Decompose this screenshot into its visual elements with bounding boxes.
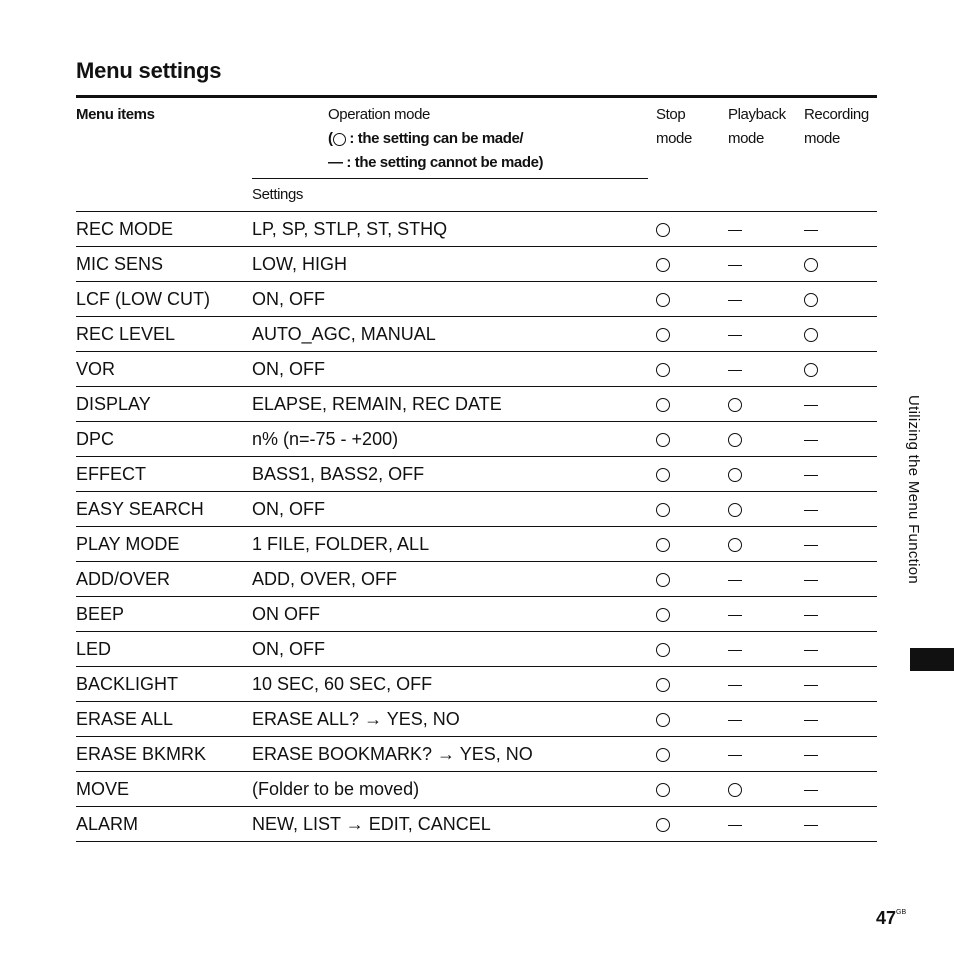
circle-icon [656, 433, 670, 447]
circle-icon [656, 398, 670, 412]
dash-icon [728, 265, 742, 266]
circle-icon [656, 503, 670, 517]
circle-icon [656, 258, 670, 272]
dash-icon [804, 580, 818, 581]
circle-icon [656, 293, 670, 307]
header-op-cannot: — : the setting cannot be made) [328, 154, 544, 171]
dash-icon [804, 440, 818, 441]
recording-mode-cell [804, 632, 818, 666]
stop-mode-cell [656, 632, 670, 666]
stop-mode-cell [656, 422, 670, 456]
menu-item-name: EFFECT [76, 464, 146, 484]
circle-icon [656, 538, 670, 552]
dash-icon [728, 685, 742, 686]
menu-item-name: BACKLIGHT [76, 674, 179, 694]
table-row [76, 247, 877, 282]
circle-icon [656, 573, 670, 587]
recording-mode-cell [804, 457, 818, 491]
dash-icon [804, 615, 818, 616]
header-settings: Settings [252, 186, 303, 203]
table-row [76, 632, 877, 667]
stop-mode-cell [656, 667, 670, 701]
recording-mode-cell [804, 282, 818, 316]
menu-item-name: ERASE BKMRK [76, 744, 207, 764]
dash-icon [804, 545, 818, 546]
menu-item-settings: LOW, HIGH [252, 254, 348, 274]
page-number: $47^{GB}$ [876, 908, 907, 928]
side-section-label: Utilizing the Menu Function [905, 395, 922, 585]
stop-mode-cell [656, 317, 670, 351]
header-operation-mode [328, 103, 543, 175]
playback-mode-cell [728, 807, 742, 841]
table-row [76, 387, 877, 422]
recording-mode-cell [804, 492, 818, 526]
stop-mode-cell [656, 597, 670, 631]
dash-icon [804, 475, 818, 476]
playback-mode-cell [728, 247, 742, 281]
menu-item-name: MOVE [76, 779, 130, 799]
table-row [76, 562, 877, 597]
dash-icon [728, 230, 742, 231]
dash-icon [728, 580, 742, 581]
dash-icon [728, 335, 742, 336]
menu-item-settings: ON, OFF [252, 499, 325, 519]
circle-icon [804, 363, 818, 377]
playback-mode-cell [728, 387, 742, 421]
dash-icon [804, 755, 818, 756]
table-header [76, 98, 877, 212]
menu-item-name: BEEP [76, 604, 125, 624]
circle-icon [728, 398, 742, 412]
stop-mode-cell [656, 702, 670, 736]
dash-icon [804, 685, 818, 686]
menu-settings-table [76, 95, 877, 842]
stop-mode-cell [656, 352, 670, 386]
circle-icon [656, 818, 670, 832]
recording-mode-cell [804, 562, 818, 596]
table-row [76, 737, 877, 772]
header-op-mode-label: Operation mode [328, 106, 430, 123]
header-sub-rule [252, 178, 648, 179]
table-row [76, 492, 877, 527]
playback-mode-cell [728, 632, 742, 666]
dash-icon [804, 405, 818, 406]
recording-mode-cell [804, 737, 818, 771]
recording-mode-cell [804, 422, 818, 456]
table-row [76, 282, 877, 317]
playback-mode-cell [728, 457, 742, 491]
table-body [76, 212, 877, 842]
stop-mode-cell [656, 282, 670, 316]
playback-mode-cell [728, 597, 742, 631]
circle-icon [656, 468, 670, 482]
circle-icon [728, 433, 742, 447]
dash-icon [804, 510, 818, 511]
menu-item-name: DISPLAY [76, 394, 151, 414]
circle-icon [656, 608, 670, 622]
stop-mode-cell [656, 562, 670, 596]
menu-item-name: EASY SEARCH [76, 499, 204, 519]
circle-icon [656, 783, 670, 797]
menu-item-name: DPC [76, 429, 115, 449]
header-menu-items: Menu items [76, 106, 155, 123]
stop-mode-cell [656, 247, 670, 281]
playback-mode-cell [728, 562, 742, 596]
circle-icon [656, 223, 670, 237]
menu-item-settings: NEW, LIST → EDIT, CANCEL [252, 814, 491, 834]
playback-mode-cell [728, 317, 742, 351]
recording-mode-cell [804, 212, 818, 246]
circle-icon [728, 538, 742, 552]
playback-mode-cell [728, 492, 742, 526]
menu-item-settings: ADD, OVER, OFF [252, 569, 398, 589]
menu-item-name: ERASE ALL [76, 709, 174, 729]
menu-item-settings: ERASE BOOKMARK? → YES, NO [252, 744, 533, 764]
menu-item-name: REC MODE [76, 219, 174, 239]
dash-icon [804, 790, 818, 791]
menu-item-name: ALARM [76, 814, 139, 834]
recording-mode-cell [804, 807, 818, 841]
recording-mode-cell [804, 527, 818, 561]
menu-item-settings: (Folder to be moved) [252, 779, 420, 799]
menu-item-settings: ON, OFF [252, 639, 325, 659]
table-row [76, 317, 877, 352]
recording-mode-cell [804, 702, 818, 736]
stop-mode-cell [656, 527, 670, 561]
page-title: Menu settings [76, 58, 222, 83]
menu-item-name: ADD/OVER [76, 569, 171, 589]
circle-icon [728, 468, 742, 482]
stop-mode-cell [656, 807, 670, 841]
dash-icon [804, 650, 818, 651]
recording-mode-cell [804, 597, 818, 631]
dash-icon [728, 755, 742, 756]
dash-icon [804, 230, 818, 231]
menu-item-settings: ON, OFF [252, 289, 325, 309]
dash-icon [728, 720, 742, 721]
dash-icon [804, 720, 818, 721]
table-row [76, 212, 877, 247]
circle-icon [804, 328, 818, 342]
circle-icon [656, 643, 670, 657]
recording-mode-cell [804, 667, 818, 701]
table-row [76, 597, 877, 632]
stop-mode-cell [656, 457, 670, 491]
header-stop-mode: Stop mode [656, 106, 692, 147]
circle-icon [656, 363, 670, 377]
circle-icon [656, 748, 670, 762]
menu-item-name: LCF (LOW CUT) [76, 289, 210, 309]
circle-icon [656, 678, 670, 692]
header-op-can: ( : the setting can be made/ [328, 130, 524, 147]
circle-icon [804, 293, 818, 307]
menu-item-settings: ELAPSE, REMAIN, REC DATE [252, 394, 502, 414]
playback-mode-cell [728, 702, 742, 736]
circle-icon [333, 133, 346, 146]
menu-item-settings: LP, SP, STLP, ST, STHQ [252, 219, 448, 239]
menu-item-settings: ON OFF [252, 604, 320, 624]
circle-icon [728, 783, 742, 797]
menu-item-name: REC LEVEL [76, 324, 176, 344]
menu-item-settings: 10 SEC, 60 SEC, OFF [252, 674, 433, 694]
table-row [76, 702, 877, 737]
recording-mode-cell [804, 352, 818, 386]
circle-icon [728, 503, 742, 517]
dash-icon [728, 615, 742, 616]
playback-mode-cell [728, 527, 742, 561]
dash-icon [804, 825, 818, 826]
playback-mode-cell [728, 737, 742, 771]
stop-mode-cell [656, 492, 670, 526]
playback-mode-cell [728, 422, 742, 456]
playback-mode-cell [728, 282, 742, 316]
recording-mode-cell [804, 387, 818, 421]
table-row [76, 352, 877, 387]
circle-icon [804, 258, 818, 272]
recording-mode-cell [804, 317, 818, 351]
recording-mode-cell [804, 247, 818, 281]
menu-item-settings: ERASE ALL? → YES, NO [252, 709, 460, 729]
table-row [76, 422, 877, 457]
menu-item-settings: AUTO_AGC, MANUAL [252, 324, 436, 344]
header-playback-mode: Playback mode [728, 106, 786, 147]
menu-item-name: MIC SENS [76, 254, 164, 274]
dash-icon [728, 650, 742, 651]
stop-mode-cell [656, 212, 670, 246]
menu-item-name: VOR [76, 359, 116, 379]
circle-icon [656, 328, 670, 342]
playback-mode-cell [728, 352, 742, 386]
menu-item-name: PLAY MODE [76, 534, 180, 554]
menu-item-settings: n% (n=-75 - +200) [252, 429, 399, 449]
table-row [76, 667, 877, 702]
stop-mode-cell [656, 387, 670, 421]
menu-item-settings: BASS1, BASS2, OFF [252, 464, 425, 484]
recording-mode-cell [804, 772, 818, 806]
section-tab-marker [910, 648, 954, 671]
table-row [76, 772, 877, 807]
dash-icon [728, 825, 742, 826]
dash-icon [728, 300, 742, 301]
playback-mode-cell [728, 667, 742, 701]
table-row [76, 457, 877, 492]
playback-mode-cell [728, 772, 742, 806]
table-row [76, 527, 877, 562]
dash-icon [728, 370, 742, 371]
menu-item-settings: ON, OFF [252, 359, 325, 379]
table-row [76, 807, 877, 842]
menu-item-settings: 1 FILE, FOLDER, ALL [252, 534, 430, 554]
circle-icon [656, 713, 670, 727]
stop-mode-cell [656, 772, 670, 806]
header-recording-mode: Recording mode [804, 106, 869, 147]
menu-item-name: LED [76, 639, 112, 659]
stop-mode-cell [656, 737, 670, 771]
playback-mode-cell [728, 212, 742, 246]
